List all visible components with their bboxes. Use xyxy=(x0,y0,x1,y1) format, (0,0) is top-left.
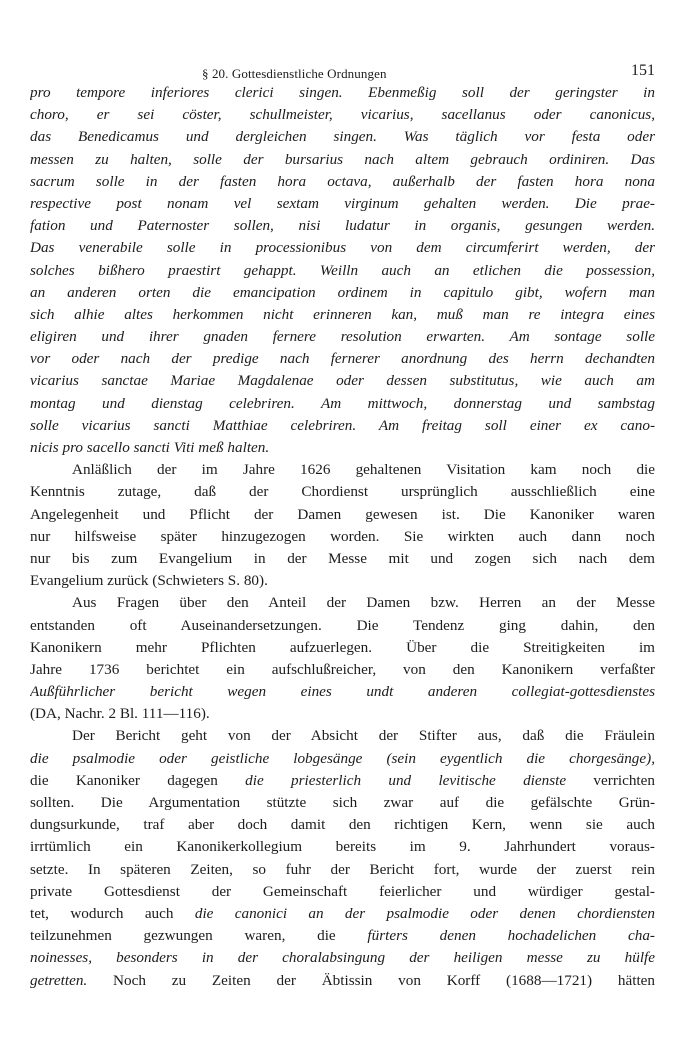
italic-run: getretten. xyxy=(30,971,88,989)
text-run: sollten. Die Argumentation stützte sich zwar auf die gefälschte Grün- xyxy=(30,794,655,811)
text-line xyxy=(30,947,655,969)
italic-run: sacrum solle in der fasten hora octava, außerhalb der fasten hora nona xyxy=(30,172,655,190)
text-line xyxy=(30,282,655,304)
text-run: dungsurkunde, traf aber doch damit den richtigen Kern, wenn sie auch xyxy=(30,816,655,834)
text-line xyxy=(30,237,655,259)
text-line xyxy=(30,814,655,836)
text-line xyxy=(30,925,655,947)
italic-run: sich alhie altes herkommen nicht erinneren kan, muß man re integra eines xyxy=(30,305,655,323)
italic-run: choro, er sei cöster, schullmeister, vicarius, sacellanus oder canonicus, xyxy=(30,106,655,124)
text-run: teilzunehmen gezwungen waren, die xyxy=(30,927,368,945)
text-line xyxy=(30,459,655,481)
text-run: die Kanoniker dagegen xyxy=(30,771,246,789)
text-line xyxy=(30,326,655,348)
text-run: tet, wodurch auch xyxy=(30,904,195,922)
italic-run: eligiren und ihrer gnaden fernere resolution erwarten. Am sontage solle xyxy=(30,328,655,346)
text-line xyxy=(30,437,655,459)
text-line xyxy=(30,104,655,126)
text-line xyxy=(30,82,655,104)
text-run: nur hilfsweise später hinzugezogen worden. Sie wirkten auch dann noch xyxy=(30,527,655,545)
italic-run: Außführlicher bericht wegen eines undt anderen collegiat-gottesdienstes xyxy=(30,683,655,701)
text-line xyxy=(30,149,655,171)
text-line xyxy=(30,970,655,992)
text-run: (DA, Nachr. 2 Bl. 111—116). xyxy=(30,705,210,723)
text-line xyxy=(30,548,655,570)
text-run: setzte. In späteren Zeiten, so fuhr der Bericht fort, wurde der zuerst rein xyxy=(30,860,655,878)
running-head: § 20. Gottesdienstliche Ordnungen xyxy=(202,66,387,81)
text-run: Jahre 1736 berichtet ein aufschlußreicher, von den Kanonikern verfaßter xyxy=(30,660,655,678)
text-line xyxy=(30,171,655,193)
text-line xyxy=(30,193,655,215)
italic-run: nicis pro sacello sancti Viti meß halten. xyxy=(30,439,270,456)
text-run: entstanden oft Auseinandersetzungen. Die Tendenz ging dahin, den xyxy=(30,616,655,634)
text-run: nur bis zum Evangelium in der Messe mit und zogen sich nach dem xyxy=(30,549,655,567)
italic-run: die canonici an der psalmodie oder denen chordiensten xyxy=(194,904,655,922)
text-line xyxy=(30,415,655,437)
text-line xyxy=(30,903,655,925)
text-line xyxy=(30,703,655,725)
text-line xyxy=(30,348,655,370)
italic-run: das Benedicamus und dergleichen singen. Was täglich vor festa oder xyxy=(30,128,655,146)
paragraph xyxy=(30,592,655,725)
text-line xyxy=(30,260,655,282)
body-text xyxy=(30,82,655,992)
book-page xyxy=(30,58,655,992)
text-line xyxy=(30,370,655,392)
paragraph xyxy=(30,725,655,991)
italic-run: vor oder nach der predige nach fernerer anordnung des herrn dechandten xyxy=(30,350,655,368)
text-line xyxy=(30,637,655,659)
page-header xyxy=(30,58,655,82)
italic-run: die psalmodie oder geistliche lobgesänge (sein eygentlich die chorgesänge), xyxy=(30,749,655,767)
text-line xyxy=(30,681,655,703)
text-line xyxy=(30,615,655,637)
text-line xyxy=(30,393,655,415)
text-run: verrichten xyxy=(566,771,655,789)
text-line xyxy=(30,770,655,792)
italic-run: an anderen orten die emancipation ordinem in capitulo gibt, wofern man xyxy=(30,283,655,301)
text-run: Anläßlich der im Jahre 1626 gehaltenen Visitation kam noch die xyxy=(72,461,655,479)
italic-run: messen zu halten, solle der bursarius nach altem gebrauch ordiniren. Das xyxy=(30,150,655,168)
text-line xyxy=(30,504,655,526)
italic-run: pro tempore inferiores clerici singen. Ebenmeßig soll der geringster in xyxy=(30,84,655,101)
text-line xyxy=(30,859,655,881)
text-run: Evangelium zurück (Schwieters S. 80). xyxy=(30,572,268,590)
text-line xyxy=(30,792,655,814)
text-run: Noch zu Zeiten der Äbtissin von Korff (1688—1721) hätten xyxy=(87,971,655,989)
text-line xyxy=(30,748,655,770)
text-line xyxy=(30,126,655,148)
text-run: irrtümlich ein Kanonikerkollegium bereits im 9. Jahrhundert voraus- xyxy=(30,838,655,856)
text-run: Kenntnis zutage, daß der Chordienst ursprünglich ausschließlich eine xyxy=(30,483,655,501)
italic-run: respective post nonam vel sextam virginum gehalten werden. Die prae- xyxy=(30,194,655,212)
text-run: Kanonikern mehr Pflichten aufzuerlegen. Über die Streitigkeiten im xyxy=(30,638,655,656)
italic-run: die priesterlich und levitische dienste xyxy=(245,771,567,789)
italic-run: solle vicarius sancti Matthiae celebriren. Am freitag soll einer ex cano- xyxy=(30,416,655,434)
text-line xyxy=(30,725,655,747)
text-run: Angelegenheit und Pflicht der Damen gewesen ist. Die Kanoniker waren xyxy=(30,505,655,523)
italic-run: vicarius sanctae Mariae Magdalenae oder dessen substitutus, wie auch am xyxy=(30,372,655,390)
paragraph xyxy=(30,459,655,592)
italic-run: solches bißhero praestirt gehappt. Weilln auch an etlichen die possession, xyxy=(30,261,655,279)
italic-run: fation und Paternoster sollen, nisi ludatur in organis, gesungen werden. xyxy=(30,217,655,235)
italic-run: Das venerabile solle in processionibus von dem circumferirt werden, der xyxy=(30,239,655,257)
text-line xyxy=(30,526,655,548)
page-number: 151 xyxy=(631,62,655,79)
italic-run: fürters denen hochadelichen cha- xyxy=(367,927,655,945)
text-line xyxy=(30,659,655,681)
text-line xyxy=(30,836,655,858)
text-run: private Gottesdienst der Gemeinschaft feierlicher und würdiger gestal- xyxy=(30,882,655,900)
italic-run: montag und dienstag celebriren. Am mittwoch, donnerstag und sambstag xyxy=(30,394,655,412)
italic-run: noinesses, besonders in der choralabsingung der heiligen messe zu hülfe xyxy=(30,949,655,967)
text-line xyxy=(30,304,655,326)
text-line xyxy=(30,215,655,237)
text-line xyxy=(30,881,655,903)
paragraph xyxy=(30,82,655,459)
text-run: Aus Fragen über den Anteil der Damen bzw. Herren an der Messe xyxy=(72,594,655,612)
text-run: Der Bericht geht von der Absicht der Stifter aus, daß die Fräulein xyxy=(72,727,655,745)
text-line xyxy=(30,592,655,614)
text-line xyxy=(30,481,655,503)
text-line xyxy=(30,570,655,592)
